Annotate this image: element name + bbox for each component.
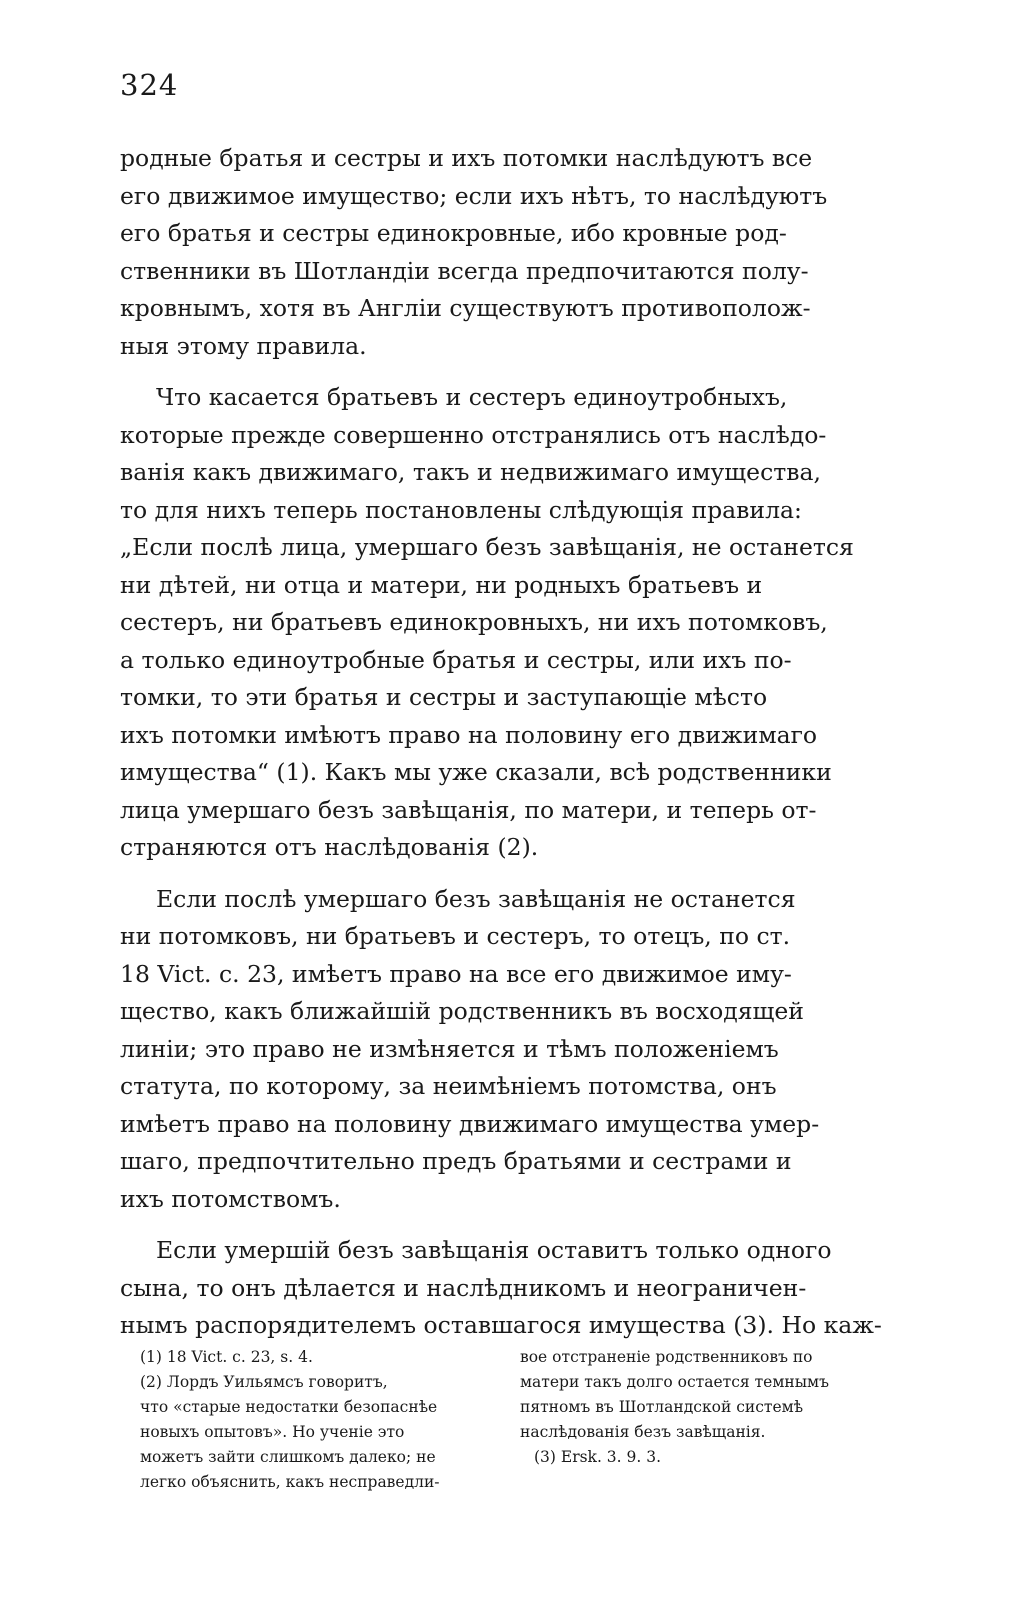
text-line: ни потомковъ, ни братьевъ и сестеръ, то отецъ, по ст. [120,922,791,950]
text-line: которые прежде совершенно отстранялись отъ наслѣдо- [120,420,827,449]
text-line: кровнымъ, хотя въ Англіи существуютъ противополож- [120,294,811,322]
text-line: томки, то эти братья и сестры и заступающіе мѣсто [120,683,768,711]
text-line: 18 Vict. c. 23, имѣетъ право на все его движимое иму- [120,959,792,988]
footnotes-right-column [520,1345,892,1495]
footnote-line: можетъ зайти слишкомъ далеко; не [140,1448,436,1466]
text-line: Если умершій безъ завѣщанія оставитъ только одного [156,1236,832,1264]
text-line: имущества“ (1). Какъ мы уже сказали, всѣ родственники [120,758,832,786]
footnote-line: (3) Ersk. 3. 9. 3. [534,1448,662,1466]
text-line: его движимое имущество; если ихъ нѣтъ, то наслѣдуютъ [120,181,828,210]
text-line: а только единоутробные братья и сестры, или ихъ по- [120,645,792,674]
footnote-line: вое отстраненіе родственниковъ по [520,1348,813,1366]
text-line: линіи; это право не измѣняется и тѣмъ положеніемъ [120,1034,779,1063]
text-line: ственники въ Шотландіи всегда предпочитаются полу- [120,256,809,285]
footnote-line: новыхъ опытовъ». Но ученіе это [140,1423,405,1441]
text-line: статута, по которому, за неимѣніемъ потомства, онъ [120,1072,777,1100]
footnote-line: (2) Лордъ Уильямсъ говоритъ, [140,1373,388,1391]
paragraph-4 [120,1232,890,1345]
text-line: Если послѣ умершаго безъ завѣщанія не останется [156,884,796,913]
text-line: шаго, предпочтительно предъ братьями и сестрами и [120,1147,792,1175]
text-line: сестеръ, ни братьевъ единокровныхъ, ни ихъ потомковъ, [120,608,828,636]
footnotes [140,1345,892,1495]
text-line: страняются отъ наслѣдованія (2). [120,833,539,861]
text-line: Что касается братьевъ и сестеръ единоутробныхъ, [156,383,788,411]
footnote-line: пятномъ въ Шотландской системѣ [520,1398,804,1416]
text-line: лица умершаго безъ завѣщанія, по матери, и теперь от- [120,795,817,824]
text-line: ныя этому правила. [120,331,367,360]
paragraph-3 [120,881,890,1219]
text-line: нымъ распорядителемъ оставшагося имущества (3). Но каж- [120,1311,882,1339]
footnote-line: наслѣдованія безъ завѣщанія. [520,1423,766,1441]
text-line: то для нихъ теперь постановлены слѣдующія правила: [120,495,802,524]
page-number: 324 [120,68,179,102]
text-line: родные братья и сестры и ихъ потомки наслѣдуютъ все [120,144,813,172]
text-line: „Если послѣ лица, умершаго безъ завѣщанія, не останется [120,533,854,561]
paragraph-2 [120,379,890,867]
footnote-line: (1) 18 Vict. c. 23, s. 4. [140,1348,313,1366]
text-line: имѣетъ право на половину движимаго имущества умер- [120,1109,820,1138]
text-line: ихъ потомствомъ. [120,1184,341,1213]
text-line: сына, то онъ дѣлается и наслѣдникомъ и неограничен- [120,1273,807,1302]
text-line: щество, какъ ближайшій родственникъ въ восходящей [120,997,804,1025]
text-line: ихъ потомки имѣютъ право на половину его движимаго [120,720,818,749]
footnote-line: легко объяснить, какъ несправедли- [140,1473,440,1491]
text-line: ни дѣтей, ни отца и матери, ни родныхъ братьевъ и [120,570,763,599]
paragraph-1 [120,140,890,365]
body-text [120,140,890,1345]
footnote-line: матери такъ долго остается темнымъ [520,1373,829,1391]
text-line: его братья и сестры единокровные, ибо кровные род- [120,219,787,247]
footnote-line: что «старые недостатки безопаснѣе [140,1398,438,1416]
footnotes-left-column [140,1345,505,1495]
text-line: ванія какъ движимаго, такъ и недвижимаго имущества, [120,458,821,486]
